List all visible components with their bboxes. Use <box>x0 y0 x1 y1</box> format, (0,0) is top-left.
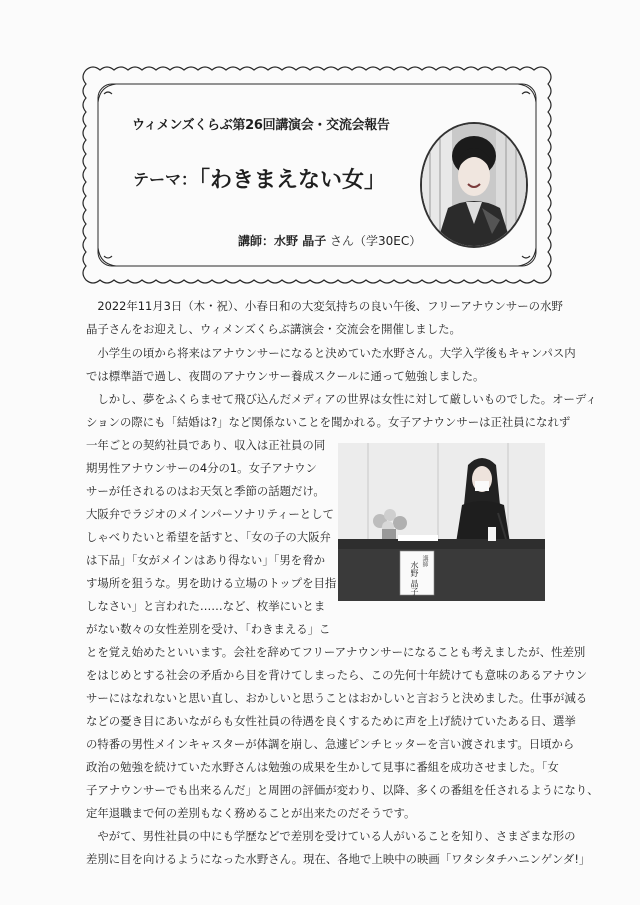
lecturer-label: 講師： <box>238 234 275 248</box>
lecturer-suffix: さん（学30EC） <box>330 234 422 248</box>
text-line: す場所を狙うな。男を助ける立場のトップを目指 <box>86 576 337 590</box>
text-line: 小学生の頃から将来はアナウンサーになると決めていた水野さん。大学入学後もキャンパス内 <box>86 346 576 360</box>
theme-title: 「わきまえない女」 <box>199 168 387 193</box>
text-line: ションの際にも「結婚は?」など関係ないことを聞かれる。女子アナウンサーは正社員になれず <box>86 415 571 429</box>
text-line: サーにはなれないと思い直し、おかしいと思うことはおかしいと言おうと決めました。仕事が減る <box>86 691 588 705</box>
text-line: 2022年11月3日（木・祝）、小春日和の大変気持ちの良い午後、フリーアナウンサーの水野 <box>86 299 563 313</box>
paragraph-4 <box>86 641 599 825</box>
text-line: の特番の男性メインキャスターが体調を崩し、急遽ピンチヒッターを言い渡されます。日頃から <box>86 737 575 751</box>
text-line: しなさい」と言われた……など、枚挙にいとま <box>86 599 326 613</box>
text-line: 大阪弁でラジオのメインパーソナリティーとして <box>86 507 334 521</box>
text-line: 晶子さんをお迎えし、ウィメンズくらぶ講演会・交流会を開催しました。 <box>86 322 461 336</box>
lecturer-name: 水野 晶子 <box>274 234 327 248</box>
text-line: とを覚え始めたといいます。会社を辞めてフリーアナウンサーになることも考えましたが、性差別 <box>86 645 586 659</box>
theme-heading <box>133 163 386 194</box>
text-line: サーが任されるのはお天気と季節の話題だけ。 <box>86 484 325 498</box>
text-line: 政治の勉強を続けていた水野さんは勉強の成果を生かして見事に番組を成功させました。「女 <box>86 760 559 774</box>
frame-corner-ornament <box>98 248 116 266</box>
text-line: などの憂き目にあいながらも女性社員の待遇を良くするために声を上げ続けていたある日、選挙 <box>86 714 576 728</box>
report-subtitle: ウィメンズくらぶ第26回講演会・交流会報告 <box>132 118 390 133</box>
text-line: しゃべりたいと希望を話すと、「女の子の大阪弁 <box>86 530 331 544</box>
text-line: をはじめとする社会の矛盾から目を背けてしまったら、この先何十年続けても意味のあるアナウン <box>86 668 588 682</box>
text-line: 一年ごとの契約社員であり、収入は正社員の同 <box>86 438 326 452</box>
text-line: しかし、夢をふくらませて飛び込んだメディアの世界は女性に対して厳しいものでした。オーディ <box>86 392 597 406</box>
frame-corner-ornament <box>518 248 536 266</box>
name-card-name: 水野 晶子 <box>410 561 419 596</box>
lecturer-line <box>238 232 421 249</box>
paragraph-3 <box>86 388 597 434</box>
name-card-label: 講師 <box>421 555 428 567</box>
text-line: やがて、男性社員の中にも学歴などで差別を受けている人がいることを知り、さまざまな形の <box>86 829 576 843</box>
text-line: は下品」「女がメインはあり得ない」「男を脅か <box>86 553 325 567</box>
text-line: では標準語で過し、夜間のアナウンサー養成スクールに通って勉強しました。 <box>86 369 485 383</box>
theme-label: テーマ： <box>133 170 198 189</box>
text-line: 定年退職まで何の差別もなく務めることが出来たのだそうです。 <box>86 806 416 820</box>
text-line: 差別に目を向けるようになった水野さん。現在、各地で上映中の映画「ワタシタチハニンゲンダ!」 <box>86 852 591 866</box>
lecturer-portrait <box>420 122 528 248</box>
text-line: 子アナウンサーでも出来るんだ」と周囲の評価が変わり、以降、多くの番組を任されるようになり、 <box>86 783 599 797</box>
text-line: 期男性アナウンサーの4分の1。女子アナウン <box>86 461 317 475</box>
event-photo <box>338 443 545 601</box>
paragraph-2 <box>86 342 576 388</box>
text-line: がない数々の女性差別を受け、「わきまえる」こ <box>86 622 331 636</box>
frame-corner-ornament <box>98 84 116 102</box>
paragraph-3-continued <box>86 434 336 641</box>
paragraph-1 <box>86 295 563 341</box>
paragraph-5 <box>86 825 591 871</box>
frame-corner-ornament <box>518 84 536 102</box>
